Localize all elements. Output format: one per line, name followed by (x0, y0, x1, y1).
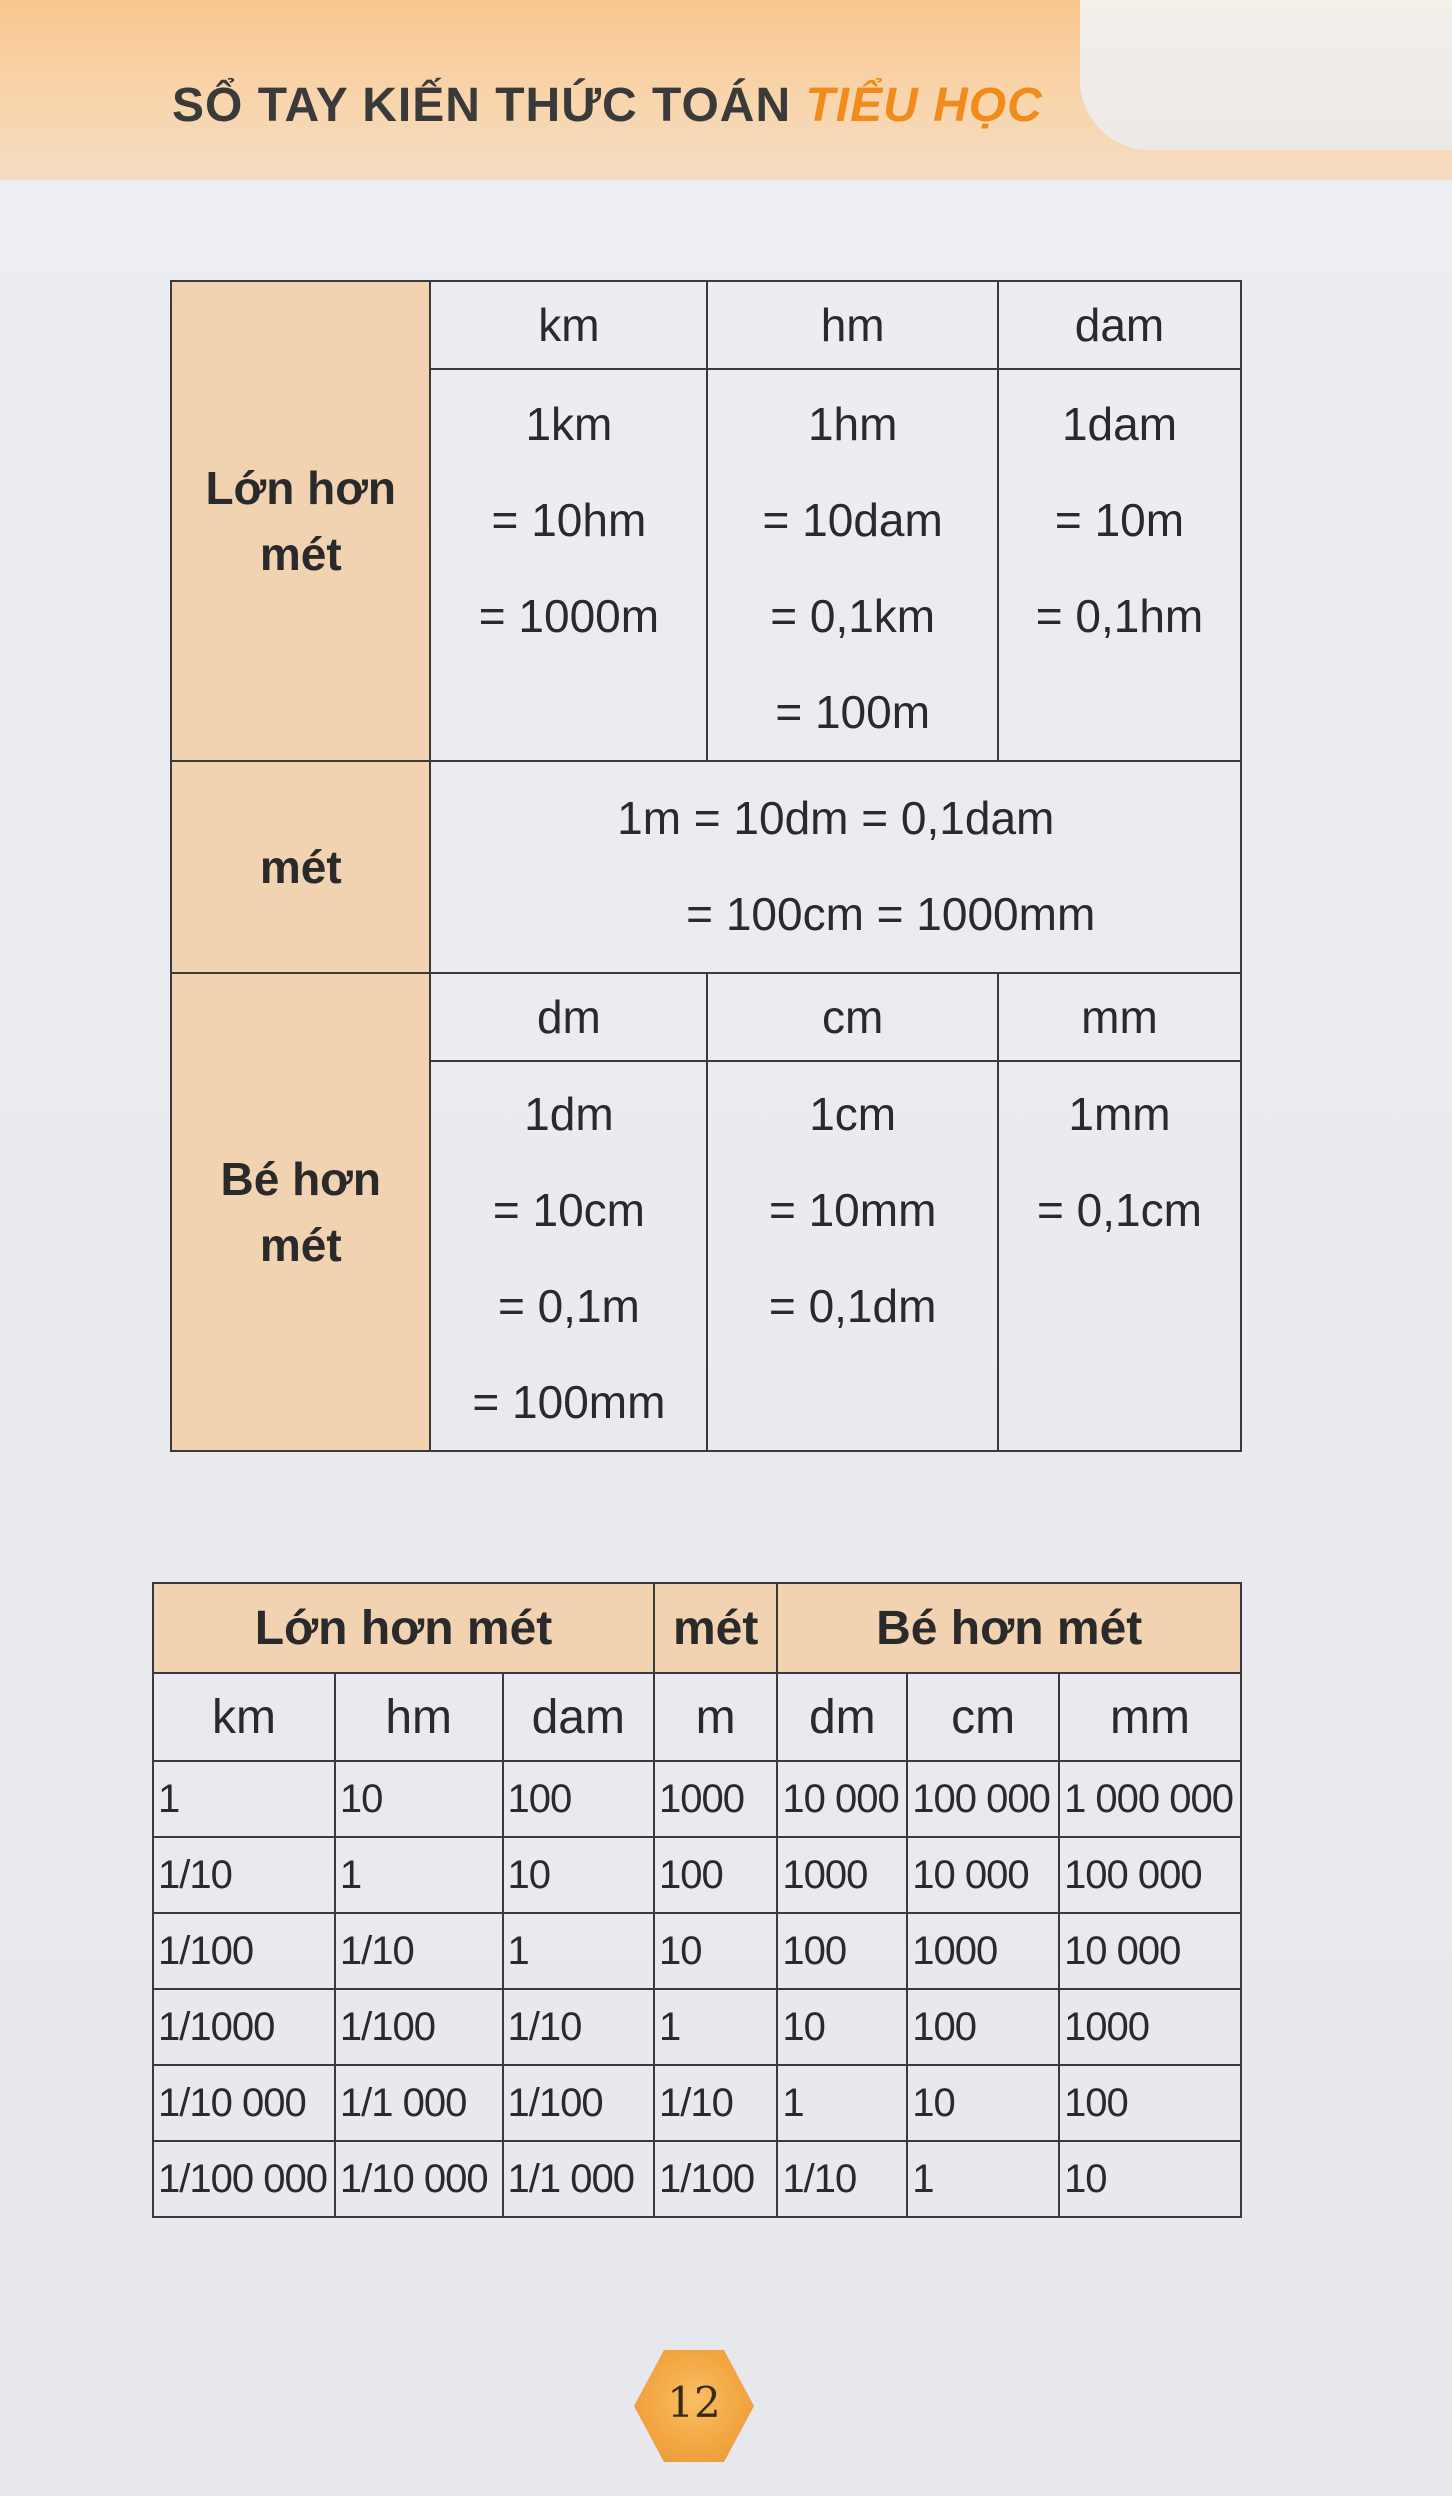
dam-conversion (998, 369, 1241, 761)
unit-cm: cm (907, 1673, 1059, 1761)
cell: 1/10 000 (335, 2141, 503, 2217)
cell: 10 (907, 2065, 1059, 2141)
cell: 1 (335, 1837, 503, 1913)
unit-header-hm: hm (707, 281, 998, 369)
cell: 1/10 (654, 2065, 777, 2141)
dm-line: = 100mm (472, 1376, 666, 1428)
mm-conversion (998, 1061, 1241, 1451)
km-conversion (430, 369, 707, 761)
cell: 100 (907, 1989, 1059, 2065)
cell: 1000 (654, 1761, 777, 1837)
unit-header-mm: mm (998, 973, 1241, 1061)
cell: 10 000 (1059, 1913, 1241, 1989)
cell: 1 (503, 1913, 654, 1989)
cm-conversion (707, 1061, 998, 1451)
table-row (153, 1989, 1241, 2065)
unit-header-km: km (430, 281, 707, 369)
cell: 100 (777, 1913, 907, 1989)
cell: 1/100 (503, 2065, 654, 2141)
cell: 1/10 000 (153, 2065, 335, 2141)
cell: 100 000 (1059, 1837, 1241, 1913)
cell: 10 000 (777, 1761, 907, 1837)
cell: 1/10 (503, 1989, 654, 2065)
dam-line: = 10m (1054, 494, 1185, 546)
cell: 1/100 (654, 2141, 777, 2217)
group-smaller: Bé hơn mét (777, 1583, 1241, 1673)
km-line: = 1000m (478, 590, 660, 642)
cell: 1/1 000 (335, 2065, 503, 2141)
dm-line: = 0,1m (497, 1280, 640, 1332)
cell: 10 (654, 1913, 777, 1989)
metre-label: mét (171, 761, 430, 973)
group-metre: mét (654, 1583, 777, 1673)
unit-header-dm: dm (430, 973, 707, 1061)
header-tab (1080, 0, 1452, 150)
cell: 1/100 (335, 1989, 503, 2065)
group-larger: Lớn hơn mét (153, 1583, 654, 1673)
book-title (172, 78, 1043, 148)
unit-dam: dam (503, 1673, 654, 1761)
metre-line: 1m = 10dm = 0,1dam (617, 792, 1055, 844)
smaller-than-metre-label: Bé hơn mét (171, 973, 430, 1451)
cell: 1 (777, 2065, 907, 2141)
cell: 1 000 000 (1059, 1761, 1241, 1837)
table-row (153, 2065, 1241, 2141)
cell: 1 (153, 1761, 335, 1837)
hm-conversion (707, 369, 998, 761)
cell: 1/10 (153, 1837, 335, 1913)
cell: 1/1 000 (503, 2141, 654, 2217)
cm-line: = 10mm (768, 1184, 937, 1236)
dm-line: 1dm (524, 1088, 614, 1140)
hm-line: 1hm (807, 398, 898, 450)
cell: 10 000 (907, 1837, 1059, 1913)
cell: 1000 (1059, 1989, 1241, 2065)
table-row (153, 1761, 1241, 1837)
hm-line: = 10dam (762, 494, 943, 546)
hm-line: = 100m (775, 686, 931, 738)
km-line: = 10hm (491, 494, 647, 546)
cell: 1 (907, 2141, 1059, 2217)
dam-line: = 0,1hm (1035, 590, 1204, 642)
cell: 100 (1059, 2065, 1241, 2141)
page-number: 12 (667, 2378, 721, 2427)
metre-line: = 100cm = 1000mm (686, 888, 1096, 940)
conversion-grid-table (152, 1582, 1242, 2218)
cell: 10 (335, 1761, 503, 1837)
table-row (153, 1837, 1241, 1913)
km-line: 1km (525, 398, 613, 450)
cell: 1000 (777, 1837, 907, 1913)
cm-line: 1cm (809, 1088, 897, 1140)
unit-header-dam: dam (998, 281, 1241, 369)
cell: 1/10 (777, 2141, 907, 2217)
book-title-main: SỔ TAY KIẾN THỨC TOÁN (172, 79, 792, 132)
larger-than-metre-label: Lớn hơn mét (171, 281, 430, 761)
cell: 10 (503, 1837, 654, 1913)
hm-line: = 0,1km (770, 590, 936, 642)
cell: 1/100 (153, 1913, 335, 1989)
cell: 1 (654, 1989, 777, 2065)
cm-line: = 0,1dm (768, 1280, 937, 1332)
length-units-table (170, 280, 1242, 1452)
unit-m: m (654, 1673, 777, 1761)
dm-line: = 10cm (492, 1184, 645, 1236)
cell: 1/1000 (153, 1989, 335, 2065)
cell: 10 (777, 1989, 907, 2065)
cell: 1000 (907, 1913, 1059, 1989)
table-row (153, 1913, 1241, 1989)
cell: 1/100 000 (153, 2141, 335, 2217)
dm-conversion (430, 1061, 707, 1451)
cell: 1/10 (335, 1913, 503, 1989)
unit-km: km (153, 1673, 335, 1761)
unit-header-cm: cm (707, 973, 998, 1061)
unit-mm: mm (1059, 1673, 1241, 1761)
cell: 100 (654, 1837, 777, 1913)
mm-line: 1mm (1068, 1088, 1171, 1140)
book-title-accent: TIỂU HỌC (805, 79, 1043, 132)
unit-dm: dm (777, 1673, 907, 1761)
cell: 100 (503, 1761, 654, 1837)
cell: 100 000 (907, 1761, 1059, 1837)
metre-conversion (430, 761, 1241, 973)
unit-hm: hm (335, 1673, 503, 1761)
table-row (153, 2141, 1241, 2217)
cell: 10 (1059, 2141, 1241, 2217)
mm-line: = 0,1cm (1037, 1184, 1202, 1236)
dam-line: 1dam (1061, 398, 1178, 450)
